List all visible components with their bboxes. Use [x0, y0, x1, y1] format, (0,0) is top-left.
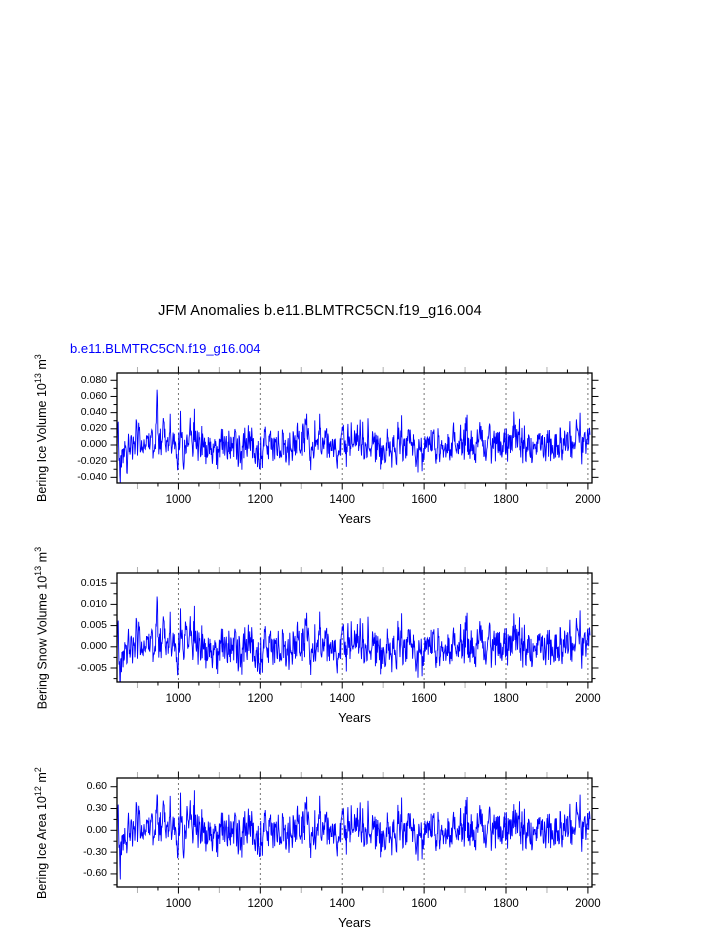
y-tick-label: -0.040 — [77, 470, 107, 483]
y-tick-label: 0.005 — [80, 619, 107, 632]
y-tick-label: 0.010 — [80, 597, 107, 610]
y-tick-label: 0.020 — [80, 422, 107, 435]
y-axis-title: Bering Snow Volume $10^{13}$ $m^3$ — [33, 546, 50, 709]
x-tick-label: 1400 — [329, 494, 355, 506]
chart-title: JFM Anomalies b.e11.BLMTRC5CN.f19_g16.004 — [158, 303, 482, 319]
y-tick-label: -0.020 — [77, 454, 107, 467]
y-tick-label: 0.00 — [86, 823, 107, 836]
y-tick-label: 0.60 — [86, 780, 107, 793]
y-tick-label: 0.080 — [80, 373, 107, 386]
x-tick-label: 1000 — [165, 898, 192, 910]
x-tick-label: 1000 — [165, 693, 192, 705]
y-tick-label: 0.30 — [86, 802, 107, 815]
data-series-bering-ice-area — [117, 790, 590, 879]
x-tick-label: 2000 — [575, 898, 601, 910]
y-axis-title: Bering Ice Area $10^{12}$ $m^2$ — [32, 766, 49, 899]
x-tick-label: 1600 — [411, 494, 437, 506]
x-tick-label: 1200 — [247, 494, 274, 506]
x-axis-title: Years — [338, 511, 371, 526]
x-tick-label: 1600 — [411, 898, 437, 910]
y-tick-label: -0.30 — [83, 845, 107, 858]
x-tick-label: 1600 — [411, 693, 437, 705]
x-tick-label: 1400 — [329, 693, 355, 705]
y-tick-label: -0.005 — [77, 661, 107, 674]
x-tick-label: 1000 — [165, 494, 192, 506]
x-axis-title: Years — [338, 710, 371, 725]
y-tick-label: 0.060 — [80, 389, 107, 402]
x-tick-label: 1800 — [493, 693, 519, 705]
x-tick-label: 1200 — [247, 693, 274, 705]
x-tick-label: 1800 — [493, 898, 519, 910]
y-tick-label: -0.60 — [83, 867, 107, 880]
y-tick-label: 0.015 — [80, 576, 107, 589]
x-tick-label: 1200 — [247, 898, 274, 910]
x-tick-label: 1800 — [493, 494, 519, 506]
y-tick-label: 0.000 — [80, 640, 107, 653]
legend-label: b.e11.BLMTRC5CN.f19_g16.004 — [70, 341, 261, 356]
x-tick-label: 2000 — [575, 693, 601, 705]
x-tick-label: 2000 — [575, 494, 601, 506]
y-axis-title: Bering Ice Volume $10^{13}$ $m^3$ — [32, 354, 49, 502]
y-tick-label: 0.040 — [80, 406, 107, 419]
x-axis-title: Years — [338, 915, 371, 930]
x-tick-label: 1400 — [329, 898, 355, 910]
y-tick-label: 0.000 — [80, 438, 107, 451]
